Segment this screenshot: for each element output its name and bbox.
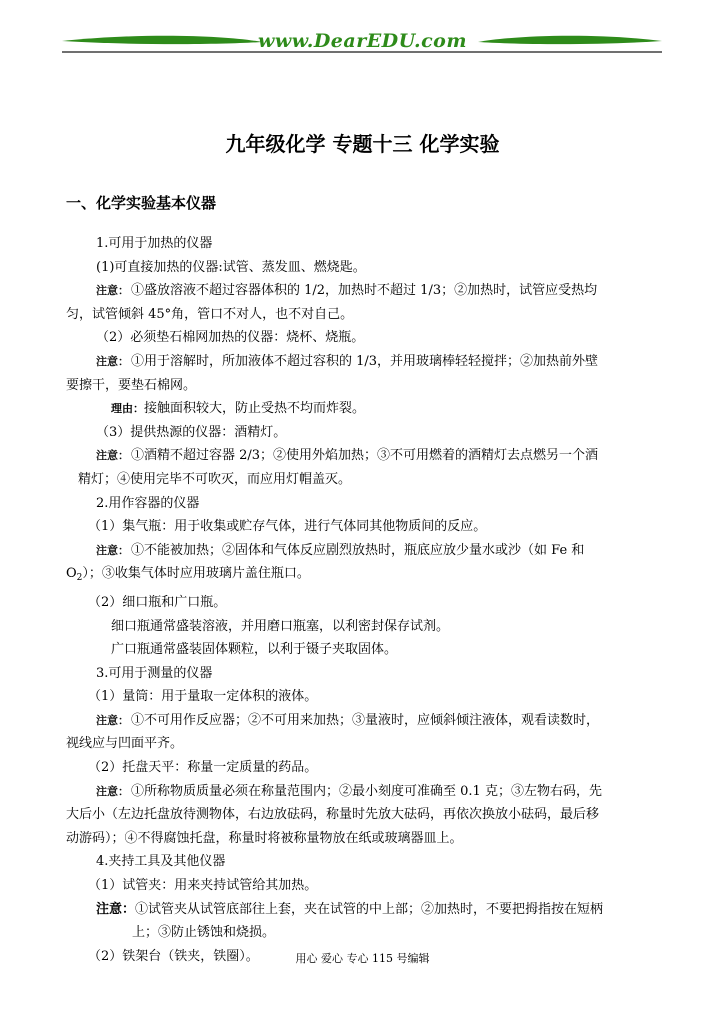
note-text: ①不能被加热；②固体和气体反应剧烈放热时，瓶底应放少量水或沙（如 Fe 和 [131,542,585,558]
note-text: ①所称物质质量必须在称量范围内；②最小刻度可准确至 0.1 克；③左物右码，先 [131,783,602,799]
item-wide-bottle: 广口瓶通常盛装固体颗粒，以利于镊子夹取固体。 [111,642,398,658]
reason-label: 理由： [111,402,144,416]
note-label: 注意： [96,713,129,727]
note-text: ①试管夹从试管底部往上套，夹在试管的中上部；②加热时，不要把拇指按在短柄 [135,901,604,917]
oxygen-symbol: O [66,566,77,582]
note-continuation: 要擦干，要垫石棉网。 [66,377,197,393]
note-continuation [66,562,662,591]
note-text: ①用于溶解时，所加液体不超过容积的 1/3，并用玻璃棒轻轻搅拌；②加热前外壁 [131,353,599,369]
note-label: 注意： [96,284,129,298]
note-continuation: 动游码）；④不得腐蚀托盘，称量时将被称量物放在纸或玻璃器皿上。 [66,830,463,846]
item-asbestos-heating: （2）必须垫石棉网加热的仪器：烧杯、烧瓶。 [96,330,365,346]
item-iron-stand: （2）铁架台（铁夹，铁圈）。 [88,948,259,964]
item-test-tube-clamp: （1）试管夹：用来夹持试管给其加热。 [88,878,318,894]
note-text: ①不可用作反应器；②不可用来加热；③量液时，应倾斜倾注液体，观看读数时， [131,712,600,728]
note-balance [66,780,662,804]
item-direct-heating: (1)可直接加热的仪器:试管、蒸发皿、燃烧匙。 [96,259,366,275]
note-text: ①酒精不超过容器 2/3；②使用外焰加热；③不可用燃着的酒精灯去点燃另一个酒 [131,448,599,464]
item-gas-bottle: （1）集气瓶：用于收集或贮存气体，进行气体同其他物质间的反应。 [88,519,487,535]
note-label: 注意： [96,784,129,798]
note-label: 注意： [96,449,129,463]
note-text: ①盛放溶液不超过容器体积的 1/2，加热时不超过 1/3；②加热时，试管应受热均 [131,283,598,299]
page-title: 九年级化学 专题十三 化学实验 [225,132,500,156]
note-label: 注意： [96,354,129,368]
note-text: ）；③收集气体时应用玻璃片盖住瓶口。 [82,566,310,582]
note-continuation: 大后小（左边托盘放待测物体，右边放砝码，称量时先放大砝码，再依次换放小砝码，最后移 [66,807,600,823]
reason-text: 接触面积较大，防止受热不均而炸裂。 [144,401,366,417]
item-balance: （2）托盘天平：称量一定质量的药品。 [88,760,318,776]
note-label: 注意： [96,543,129,557]
note-continuation: 视线应与凹面平齐。 [66,736,184,752]
page-header [0,0,725,60]
document-body [66,232,662,968]
note-continuation: 上；③防止锈蚀和烧损。 [132,925,276,941]
heading-measuring-instruments: 3.可用于测量的仪器 [96,665,213,681]
note-asbestos-heating [66,350,662,374]
note-gas-bottle [66,539,662,563]
note-continuation: 匀，试管倾斜 45°角，管口不对人，也不对自己。 [66,306,354,322]
item-narrow-bottle: 细口瓶通常盛装溶液，并用磨口瓶塞，以利密封保存试剂。 [111,618,450,634]
note-test-tube-clamp [66,898,662,922]
note-direct-heating [66,279,662,303]
item-bottles: （2）细口瓶和广口瓶。 [88,594,227,610]
reason-line [66,397,662,421]
note-continuation: 精灯；④使用完毕不可吹灭，而应用灯帽盖灭。 [78,471,352,487]
item-graduated-cylinder: （1）量筒：用于量取一定体积的液体。 [88,689,318,705]
oxygen-subscript: 2 [76,573,83,584]
heading-container-instruments: 2.用作容器的仪器 [96,495,200,511]
note-label: 注意： [96,901,136,917]
site-name: www.DearEDU.com [258,30,467,52]
heading-clamping-tools: 4.夹持工具及其他仪器 [96,854,226,870]
item-heat-source: （3）提供热源的仪器：酒精灯。 [96,424,287,440]
heading-heating-instruments: 1.可用于加热的仪器 [96,236,213,251]
section-heading: 一、化学实验基本仪器 [66,194,217,212]
note-graduated-cylinder [66,709,662,733]
note-heat-source [66,444,662,468]
page-footer: 用心 爱心 专心 115 号编辑 [295,952,430,965]
